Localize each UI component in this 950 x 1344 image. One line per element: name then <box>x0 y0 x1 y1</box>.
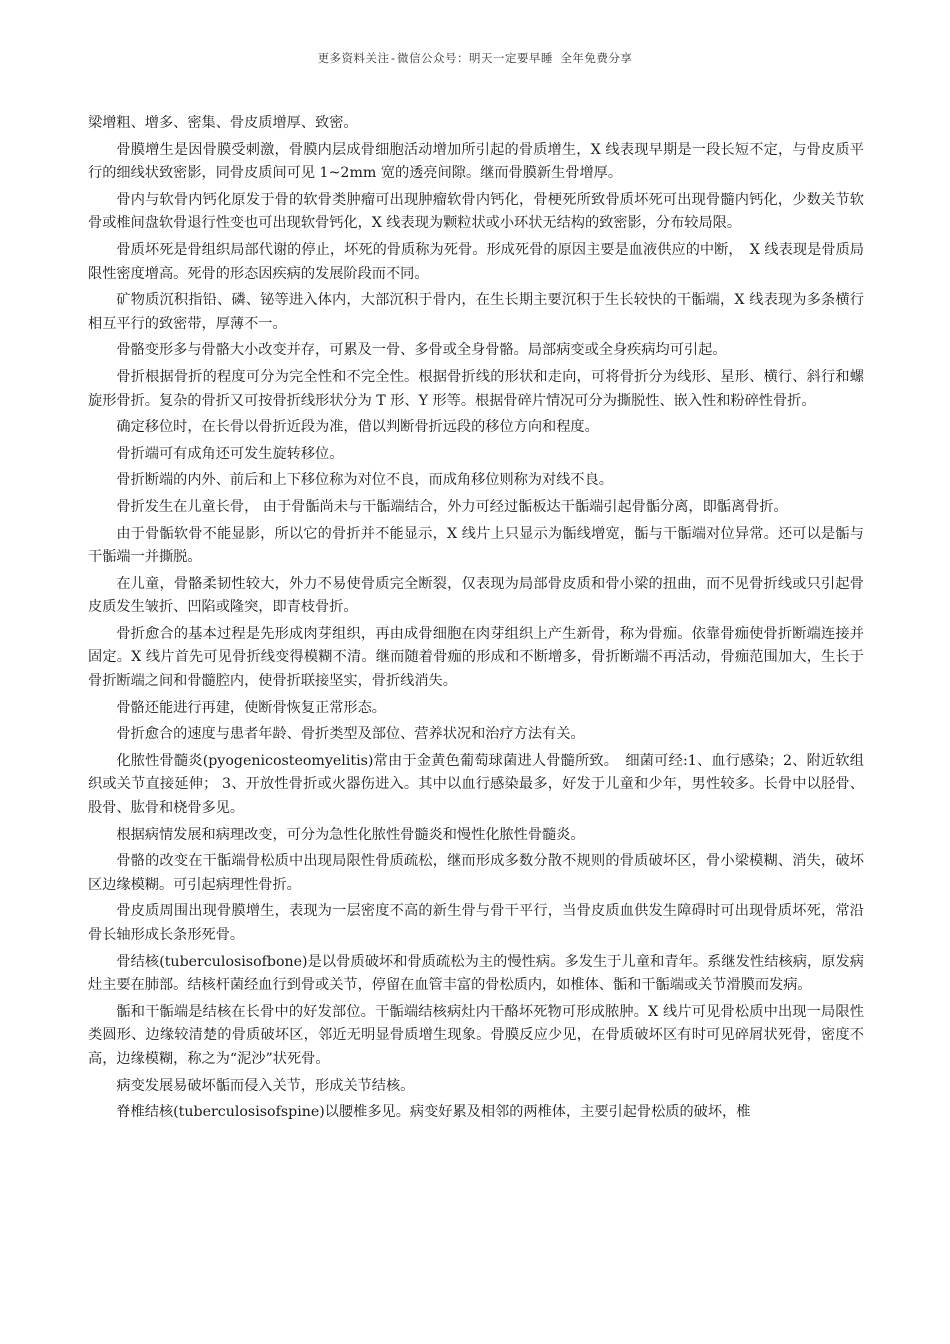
paragraph: 骨内与软骨内钙化原发于骨的软骨类肿瘤可出现肿瘤软骨内钙化，骨梗死所致骨质坏死可出现骨髓内钙化，少数关节软骨或椎间盘软骨退行性变也可出现软骨钙化，X 线表现为颗粒状或小环状无结构的致密影，分布较局限。 <box>88 191 864 232</box>
paragraph: 矿物质沉积指铅、磷、铋等进入体内，大部沉积于骨内，在生长期主要沉积于生长较快的干骺端，X 线表现为多条横行相互平行的致密带，厚薄不一。 <box>88 292 864 332</box>
paragraph: 骨折发生在儿童长骨， 由于骨骺尚未与干骺端结合，外力可经过骺板达干骺端引起骨骺分离，即骺离骨折。 <box>116 498 788 515</box>
paragraph: 在儿童，骨骼柔韧性较大，外力不易使骨质完全断裂，仅表现为局部骨皮质和骨小梁的扭曲，而不见骨折线或只引起骨皮质发生皱折、凹陷或隆突，即青枝骨折。 <box>88 575 864 616</box>
paragraph: 病变发展易破坏骺而侵入关节，形成关节结核。 <box>116 1077 415 1094</box>
paragraph: 化脓性骨髓炎(pyogenicosteomyelitis)常由于金黄色葡萄球菌进人骨髓所致。 细菌可经:1、血行感染；2、附近软组织或关节直接延伸； 3、开放性骨折或火器伤进入。其中以血行感染最多，好发于儿童和少年，男性较多。长骨中以胫骨、股骨、肱骨和桡骨多见。 <box>88 752 864 817</box>
paragraph: 骨骼还能进行再建，使断骨恢复正常形态。 <box>116 699 386 716</box>
document-body <box>88 112 864 1128</box>
page-header-notice: 更多资料关注-微信公众号：明天一定要早睡 全年免费分享 <box>317 51 633 65</box>
paragraph: 骨质坏死是骨组织局部代谢的停止，坏死的骨质称为死骨。形成死骨的原因主要是血液供应的中断， X 线表现是骨质局限性密度增高。死骨的形态因疾病的发展阶段而不同。 <box>88 241 864 282</box>
paragraph: 根据病情发展和病理改变，可分为急性化脓性骨髓炎和慢性化脓性骨髓炎。 <box>116 826 585 843</box>
paragraph: 骨皮质周围出现骨膜增生，表现为一层密度不高的新生骨与骨干平行，当骨皮质血供发生障碍时可出现骨质坏死，常沿骨长轴形成长条形死骨。 <box>88 903 864 943</box>
paragraph: 骨膜增生是因骨膜受刺激，骨膜内层成骨细胞活动增加所引起的骨质增生，X 线表现早期是一段长短不定，与骨皮质平行的细线状致密影，同骨皮质间可见 1~2mm 宽的透亮间隙。继而骨膜新生骨增厚。 <box>88 141 864 182</box>
paragraph: 骨折端可有成角还可发生旋转移位。 <box>116 445 344 462</box>
paragraph: 骨折愈合的基本过程是先形成肉芽组织，再由成骨细胞在肉芽组织上产生新骨，称为骨痂。依靠骨痂使骨折断端连接并固定。X 线片首先可见骨折线变得模糊不清。继而随着骨痂的形成和不断增多，骨折断端不再活动，骨痂范围加大，生长于骨折断端之间和骨髓腔内，使骨折联接坚实，骨折线消失。 <box>88 625 864 690</box>
paragraph: 骨折根据骨折的程度可分为完全性和不完全性。根据骨折线的形状和走向，可将骨折分为线形、星形、横行、斜行和螺旋形骨折。复杂的骨折又可按骨折线形状分为 T 形、Y 形等。根据骨碎片情况可分为撕脱性、嵌入性和粉碎性骨折。 <box>88 368 864 409</box>
paragraph: 梁增粗、增多、密集、骨皮质增厚、致密。 <box>88 115 358 131</box>
paragraph: 脊椎结核(tuberculosisofspine)以腰椎多见。病变好累及相邻的两椎体，主要引起骨松质的破坏，椎 <box>116 1104 751 1121</box>
paragraph: 骺和干骺端是结核在长骨中的好发部位。干骺端结核病灶内干酪坏死物可形成脓肿。X 线片可见骨松质中出现一局限性类圆形、边缘较清楚的骨质破坏区，邻近无明显骨质增生现象。骨膜反应少见，在骨质破坏区有时可见碎屑状死骨，密度不高，边缘模糊，称之为“泥沙”状死骨。 <box>88 1003 864 1067</box>
paragraph: 由于骨骺软骨不能显影，所以它的骨折并不能显示，X 线片上只显示为骺线增宽，骺与干骺端对位异常。还可以是骺与干骺端一并撕脱。 <box>88 525 864 566</box>
paragraph: 骨结核(tuberculosisofbone)是以骨质破坏和骨质疏松为主的慢性病。多发生于儿童和青年。系继发性结核病，原发病灶主要在肺部。结核杆菌经血行到骨或关节，停留在血管丰富的骨松质内，如椎体、骺和干骺端或关节滑膜而发病。 <box>88 953 864 994</box>
paragraph: 骨折愈合的速度与患者年龄、骨折类型及部位、营养状况和治疗方法有关。 <box>116 726 585 743</box>
paragraph: 骨骼的改变在干骺端骨松质中出现局限性骨质疏松，继而形成多数分散不规则的骨质破坏区，骨小梁模糊、消失，破坏区边缘模糊。可引起病理性骨折。 <box>88 853 864 893</box>
paragraph: 骨折断端的内外、前后和上下移位称为对位不良，而成角移位则称为对线不良。 <box>116 472 613 489</box>
paragraph: 骨骼变形多与骨骼大小改变并存，可累及一骨、多骨或全身骨骼。局部病变或全身疾病均可引起。 <box>116 342 727 359</box>
paragraph: 确定移位时，在长骨以骨折近段为准，借以判断骨折远段的移位方向和程度。 <box>116 419 599 436</box>
